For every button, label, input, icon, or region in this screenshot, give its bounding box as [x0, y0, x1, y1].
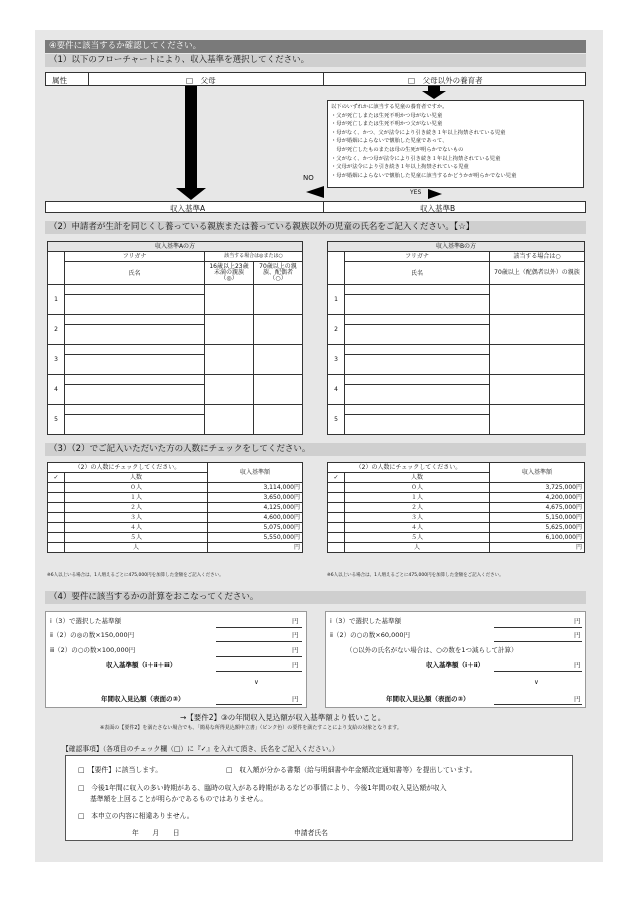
- table-b-names: 収入基準Bの方 フリガナ 該当する場合は○ 氏名 70歳以上（配偶者以外）の親族 1 2 3 4 5: [327, 241, 585, 435]
- condition-item: ・父が死亡しまたは生死不明かつ母がない児童: [331, 112, 443, 119]
- calc-a: ⅰ（3）で選択した基準額 円 ⅱ（2）の◎の数×150,000円 円 ⅲ（2）の○の数×100,000円 円 収入基準額（ⅰ＋ⅱ＋ⅲ） 円 ∨ 年間収入見込額（表面の③） 円: [45, 611, 307, 708]
- table-b-count: （2）の人数にチェックしてください。 収入基準額 ✓ 人数 ０人 3,725,000円 １人 4,200,000円 ２人 4,675,000円 ３人 5,150,000円 ４人 5,625,000円 ５人 6,100,000円 人 円: [327, 462, 585, 553]
- confirm-requirement-checkbox[interactable]: □ 【要件】に該当します。: [78, 766, 163, 774]
- name-row[interactable]: 4: [48, 375, 303, 385]
- condition-item: 母が死亡したものまたは母の生死が明らかでないもの: [331, 146, 464, 153]
- name-row[interactable]: 3: [328, 345, 585, 355]
- table-a-caption: 収入基準Aの方: [48, 242, 303, 252]
- confirm-box: □ 【要件】に該当します。 □ 収入額が分かる書類（給与明細書や年金額改定通知書等）を提出しています。 □ 今後1年間に収入の多い時期がある、臨時の収入がある時期があるなどの事情により、今後1年間の収入見込額が収入 基準額を上回ることが明らかであるものではありません。 □ 本申立の内容に相違ありません。 年 月 日 申請者氏名: [65, 755, 573, 841]
- name-row[interactable]: 5: [328, 405, 585, 415]
- confirm-truth-checkbox[interactable]: □ 本申立の内容に相違ありません。: [78, 812, 194, 820]
- count-row[interactable]: ４人 5,075,000円: [48, 523, 303, 533]
- condition-item: ・母が婚姻によらないで懐胎した児童に該当するかどうかが明らかでない児童: [331, 172, 517, 179]
- standard-a-label: 収入基準A: [170, 204, 206, 213]
- requirement-2: →【要件2】③の年間収入見込額が収入基準額より低いこと。: [180, 713, 386, 722]
- condition-item: ・母が婚姻によらないで懐胎した児童であって、: [331, 138, 448, 145]
- arrowhead-a-icon: [176, 188, 206, 200]
- standard-row: [45, 201, 586, 213]
- count-row[interactable]: ４人 5,625,000円: [328, 523, 585, 533]
- name-row[interactable]: 1: [48, 285, 303, 295]
- requirement-note: ※表面の【要件2】を満たさない場合でも、「簡易な所得見込額申立書」（ピンク色）の要件を満たすことにより支給の対象となります。: [100, 725, 402, 731]
- name-row[interactable]: 5: [48, 405, 303, 415]
- count-row[interactable]: ２人 4,675,000円: [328, 503, 585, 513]
- arrow-yes-icon: [428, 189, 442, 199]
- count-row[interactable]: ０人 3,114,000円: [48, 483, 303, 493]
- count-row[interactable]: ３人 5,150,000円: [328, 513, 585, 523]
- date-field[interactable]: 年 月 日: [132, 829, 180, 837]
- arrow-no-icon: [306, 186, 324, 198]
- other-guardian-checkbox[interactable]: □ 父母以外の養育者: [408, 76, 483, 85]
- name-row[interactable]: 4: [328, 375, 585, 385]
- attribute-label: 属性: [52, 76, 67, 85]
- calc-b: ⅰ（3）で選択した基準額 円 ⅱ（2）の○の数×60,000円 円 （○以外の氏名がない場合は、○の数を1つ減らして計算） 収入基準額（ⅰ＋ⅱ） 円 ∨ 年間収入見込額（表面の③） 円: [325, 611, 586, 708]
- count-row[interactable]: 人 円: [48, 543, 303, 553]
- q1-title: （1）以下のフローチャートにより、収入基準を選択してください。: [45, 54, 586, 67]
- arrowhead-cond-icon: [422, 91, 446, 99]
- condition-item: ・母が死亡しまたは生死不明かつ父がない児童: [331, 121, 443, 128]
- step4-title: ④要件に該当するか確認してください。: [45, 40, 586, 53]
- condition-item: ・父母が法令により引き続き１年以上拘禁されている児童: [331, 164, 469, 171]
- count-row[interactable]: 人 円: [328, 543, 585, 553]
- parent-checkbox[interactable]: □ 父母: [186, 76, 216, 85]
- table-a-names: 収入基準Aの方 フリガナ 該当する場合は◎または○ 氏名 16歳以上23歳未満の親族（◎） 70歳以上の親族、配偶者（○） 1 2 3 4 5: [47, 241, 303, 435]
- condition-item: 以下のいずれかに該当する児童の養育者ですか。: [331, 104, 448, 110]
- condition-item: ・父がなく、かつ母が法令により引き続き１年以上拘禁されている児童: [331, 155, 501, 162]
- applicant-name-field[interactable]: 申請者氏名: [294, 829, 328, 837]
- count-row[interactable]: ５人 5,550,000円: [48, 533, 303, 543]
- confirm-title: 【確認事項】（各項目のチェック欄（□）に『✓』を入れて頂き、氏名をご記入ください。）: [62, 745, 339, 753]
- q2-title: （2）申請者が生計を同じくし養っている親族または養っている親族以外の児童の氏名をご記入ください。【☆】: [45, 221, 586, 234]
- attribute-row: [45, 72, 586, 86]
- count-row[interactable]: ５人 6,100,000円: [328, 533, 585, 543]
- q3-title: （3）（2）でご記入いただいた方の人数にチェックをしてください。: [45, 443, 586, 456]
- confirm-documents-checkbox[interactable]: □ 収入額が分かる書類（給与明細書や年金額改定通知書等）を提出しています。: [226, 766, 477, 774]
- name-row[interactable]: 2: [328, 315, 585, 325]
- condition-box: [327, 100, 584, 188]
- count-row[interactable]: ０人 3,725,000円: [328, 483, 585, 493]
- count-row[interactable]: ２人 4,125,000円: [48, 503, 303, 513]
- count-row[interactable]: １人 3,650,000円: [48, 493, 303, 503]
- table-b-caption: 収入基準Bの方: [328, 242, 585, 252]
- yes-label: YES: [410, 189, 422, 196]
- confirm-income-checkbox[interactable]: □ 今後1年間に収入の多い時期がある、臨時の収入がある時期があるなどの事情により、今後1年間の収入見込額が収入: [78, 784, 447, 792]
- standard-b-label: 収入基準B: [420, 204, 456, 213]
- arrow-down-a-icon: [185, 86, 197, 190]
- count-row[interactable]: ３人 4,600,000円: [48, 513, 303, 523]
- note-a: ※6人以上いる場合は、1人増えるごとに475,000円を加算した金額をご記入ください。: [47, 573, 224, 578]
- name-row[interactable]: 1: [328, 285, 585, 295]
- q4-title: （4）要件に該当するかの計算をおこなってください。: [45, 591, 586, 604]
- note-b: ※6人以上いる場合は、1人増えるごとに475,000円を加算した金額をご記入ください。: [327, 573, 504, 578]
- name-row[interactable]: 3: [48, 345, 303, 355]
- condition-item: ・母がなく、かつ、父が法令により引き続き１年以上拘禁されている児童: [331, 129, 506, 136]
- no-label: NO: [303, 174, 314, 182]
- table-a-count: （2）の人数にチェックしてください。 収入基準額 ✓ 人数 ０人 3,114,000円 １人 3,650,000円 ２人 4,125,000円 ３人 4,600,000円 ４人 5,075,000円 ５人 5,550,000円 人 円: [47, 462, 303, 553]
- name-row[interactable]: 2: [48, 315, 303, 325]
- count-row[interactable]: １人 4,200,000円: [328, 493, 585, 503]
